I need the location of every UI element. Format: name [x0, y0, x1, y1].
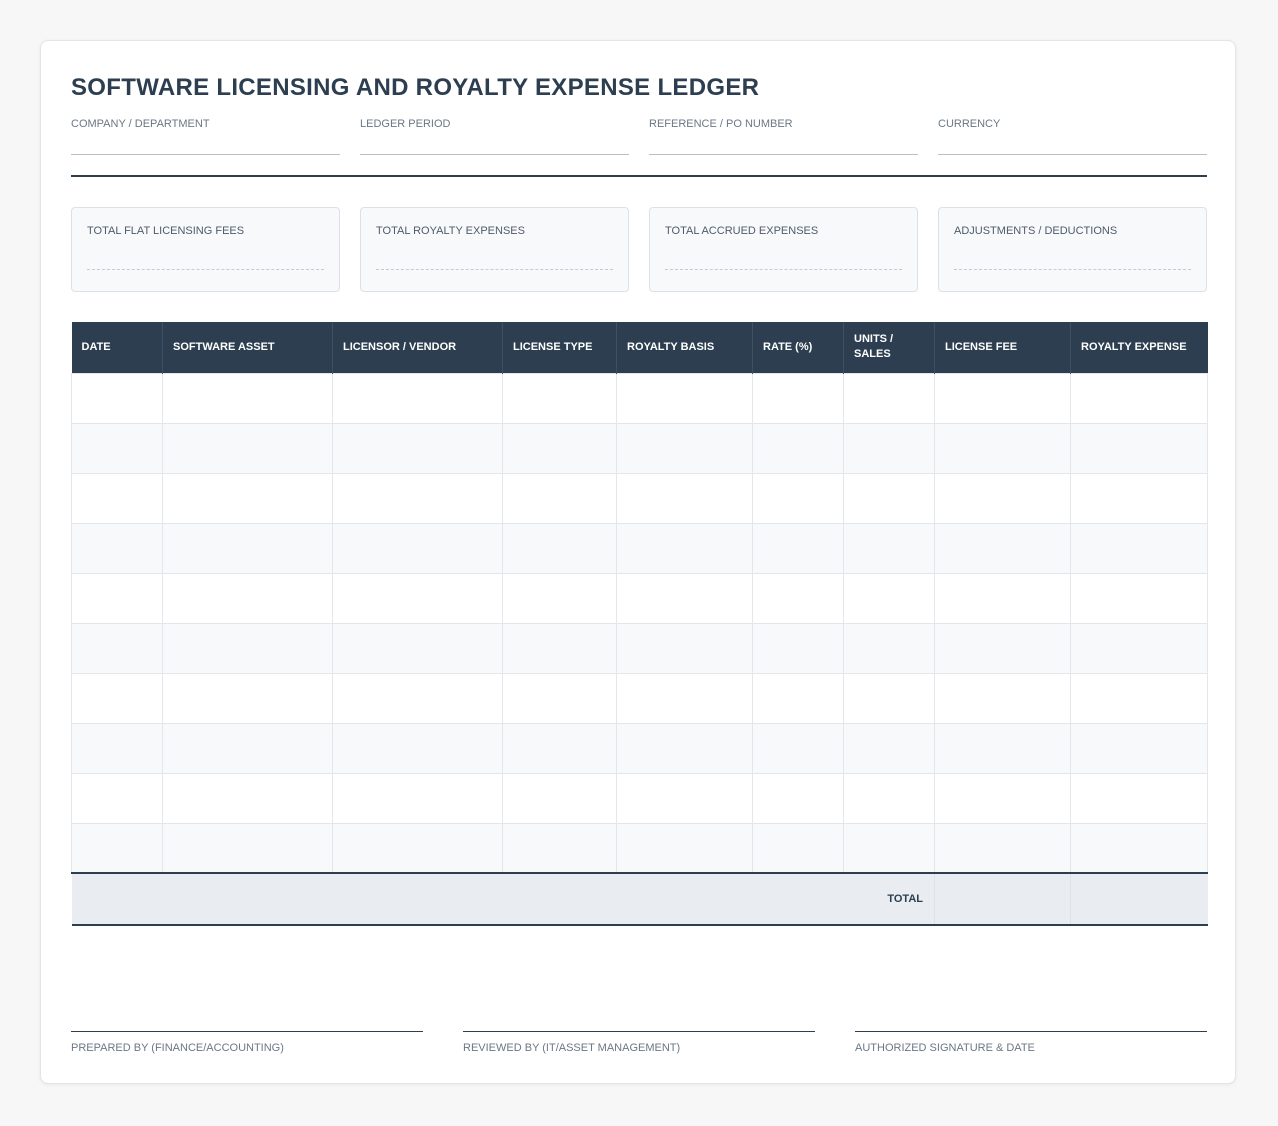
cell-software-asset[interactable] [163, 373, 333, 423]
cell-software-asset[interactable] [163, 723, 333, 773]
table-row [72, 823, 1208, 873]
cell-date[interactable] [72, 373, 163, 423]
cell-royalty-expense[interactable] [1071, 423, 1208, 473]
cell-licensor-vendor[interactable] [333, 573, 503, 623]
summary-royalty-expenses[interactable] [360, 207, 629, 292]
signature-line [855, 1031, 1207, 1032]
ledger-period-field[interactable] [360, 117, 629, 155]
cell-license-type[interactable] [503, 423, 617, 473]
cell-software-asset[interactable] [163, 523, 333, 573]
cell-software-asset[interactable] [163, 673, 333, 723]
table-row [72, 573, 1208, 623]
summary-flat-licensing-fees[interactable] [71, 207, 340, 292]
cell-license-type[interactable] [503, 823, 617, 873]
page-title: SOFTWARE LICENSING AND ROYALTY EXPENSE LEDGER [71, 74, 760, 101]
total-row [72, 873, 1208, 925]
cell-software-asset[interactable] [163, 573, 333, 623]
table-row [72, 623, 1208, 673]
signature-block [71, 1031, 1207, 1055]
company-department-label: COMPANY / DEPARTMENT [71, 118, 210, 130]
table-header-row [72, 322, 1208, 373]
reviewed-by-signature[interactable] [463, 1031, 815, 1055]
cell-licensor-vendor[interactable] [333, 773, 503, 823]
cell-units-sales[interactable] [844, 723, 935, 773]
cell-rate[interactable] [753, 523, 844, 573]
ledger-content [71, 71, 1207, 1071]
cell-license-fee[interactable] [935, 773, 1071, 823]
table-row [72, 523, 1208, 573]
cell-royalty-expense[interactable] [1071, 523, 1208, 573]
company-department-line [71, 154, 340, 155]
cell-units-sales[interactable] [844, 673, 935, 723]
cell-royalty-basis[interactable] [617, 673, 753, 723]
signature-line [463, 1031, 815, 1032]
summary-boxes [71, 207, 1207, 292]
cell-royalty-expense[interactable] [1071, 473, 1208, 523]
ledger-table [71, 322, 1208, 926]
column-header-rate: RATE (%) [753, 322, 844, 373]
summary-label: TOTAL ROYALTY EXPENSES [376, 225, 525, 237]
total-label: TOTAL [72, 873, 935, 925]
cell-license-type[interactable] [503, 373, 617, 423]
cell-license-fee[interactable] [935, 623, 1071, 673]
prepared-by-label: PREPARED BY (FINANCE/ACCOUNTING) [71, 1042, 284, 1054]
cell-software-asset[interactable] [163, 823, 333, 873]
cell-royalty-expense[interactable] [1071, 823, 1208, 873]
ledger-body [72, 373, 1208, 873]
summary-value-line [87, 269, 324, 270]
cell-software-asset[interactable] [163, 623, 333, 673]
cell-royalty-basis[interactable] [617, 523, 753, 573]
cell-rate[interactable] [753, 723, 844, 773]
cell-royalty-expense[interactable] [1071, 573, 1208, 623]
column-header-software-asset: SOFTWARE ASSET [163, 322, 333, 373]
cell-royalty-expense[interactable] [1071, 673, 1208, 723]
summary-value-line [376, 269, 613, 270]
table-row [72, 423, 1208, 473]
authorized-signature[interactable] [855, 1031, 1207, 1055]
cell-royalty-basis[interactable] [617, 373, 753, 423]
cell-license-type[interactable] [503, 723, 617, 773]
cell-license-fee[interactable] [935, 573, 1071, 623]
column-header-date: DATE [72, 322, 163, 373]
cell-license-fee[interactable] [935, 373, 1071, 423]
currency-label: CURRENCY [938, 118, 1001, 130]
cell-units-sales[interactable] [844, 773, 935, 823]
cell-royalty-expense[interactable] [1071, 723, 1208, 773]
table-row [72, 373, 1208, 423]
cell-licensor-vendor[interactable] [333, 823, 503, 873]
cell-license-type[interactable] [503, 623, 617, 673]
cell-license-type[interactable] [503, 573, 617, 623]
summary-adjustments-deductions[interactable] [938, 207, 1207, 292]
column-header-royalty-basis: ROYALTY BASIS [617, 322, 753, 373]
reference-po-field[interactable] [649, 117, 918, 155]
cell-licensor-vendor[interactable] [333, 523, 503, 573]
cell-software-asset[interactable] [163, 773, 333, 823]
authorized-signature-label: AUTHORIZED SIGNATURE & DATE [855, 1042, 1035, 1054]
cell-royalty-basis[interactable] [617, 473, 753, 523]
cell-units-sales[interactable] [844, 573, 935, 623]
reviewed-by-label: REVIEWED BY (IT/ASSET MANAGEMENT) [463, 1042, 681, 1054]
cell-units-sales[interactable] [844, 473, 935, 523]
cell-licensor-vendor[interactable] [333, 723, 503, 773]
cell-date[interactable] [72, 423, 163, 473]
ledger-sheet [40, 40, 1236, 1084]
cell-royalty-basis[interactable] [617, 623, 753, 673]
table-row [72, 473, 1208, 523]
currency-line [938, 154, 1207, 155]
table-row [72, 673, 1208, 723]
cell-date[interactable] [72, 623, 163, 673]
cell-units-sales[interactable] [844, 523, 935, 573]
cell-rate[interactable] [753, 423, 844, 473]
cell-rate[interactable] [753, 773, 844, 823]
cell-rate[interactable] [753, 473, 844, 523]
cell-royalty-basis[interactable] [617, 573, 753, 623]
cell-royalty-basis[interactable] [617, 723, 753, 773]
column-header-units-sales: UNITS / SALES [844, 322, 935, 373]
ledger-period-label: LEDGER PERIOD [360, 118, 451, 130]
summary-value-line [665, 269, 902, 270]
cell-license-fee[interactable] [935, 423, 1071, 473]
cell-software-asset[interactable] [163, 423, 333, 473]
cell-license-type[interactable] [503, 673, 617, 723]
cell-royalty-basis[interactable] [617, 423, 753, 473]
summary-label: TOTAL ACCRUED EXPENSES [665, 225, 819, 237]
cell-licensor-vendor[interactable] [333, 623, 503, 673]
cell-rate[interactable] [753, 573, 844, 623]
cell-license-type[interactable] [503, 523, 617, 573]
total-royalty-expense-cell[interactable] [1071, 873, 1208, 925]
cell-date[interactable] [72, 473, 163, 523]
summary-value-line [954, 269, 1191, 270]
summary-label: TOTAL FLAT LICENSING FEES [87, 225, 245, 237]
header-divider [71, 175, 1207, 177]
cell-units-sales[interactable] [844, 373, 935, 423]
column-header-royalty-expense: ROYALTY EXPENSE [1071, 322, 1208, 373]
cell-date[interactable] [72, 723, 163, 773]
cell-date[interactable] [72, 523, 163, 573]
cell-rate[interactable] [753, 673, 844, 723]
cell-date[interactable] [72, 573, 163, 623]
cell-software-asset[interactable] [163, 473, 333, 523]
column-header-license-type: LICENSE TYPE [503, 322, 617, 373]
cell-license-type[interactable] [503, 473, 617, 523]
cell-license-fee[interactable] [935, 523, 1071, 573]
company-department-field[interactable] [71, 117, 340, 155]
prepared-by-signature[interactable] [71, 1031, 423, 1055]
cell-rate[interactable] [753, 623, 844, 673]
cell-royalty-expense[interactable] [1071, 773, 1208, 823]
reference-po-line [649, 154, 918, 155]
cell-royalty-expense[interactable] [1071, 373, 1208, 423]
cell-units-sales[interactable] [844, 623, 935, 673]
cell-rate[interactable] [753, 373, 844, 423]
cell-date[interactable] [72, 773, 163, 823]
cell-units-sales[interactable] [844, 823, 935, 873]
cell-royalty-basis[interactable] [617, 823, 753, 873]
table-row [72, 773, 1208, 823]
cell-license-fee[interactable] [935, 673, 1071, 723]
cell-licensor-vendor[interactable] [333, 373, 503, 423]
total-license-fee-cell[interactable] [935, 873, 1071, 925]
summary-label: ADJUSTMENTS / DEDUCTIONS [954, 225, 1118, 237]
cell-license-type[interactable] [503, 773, 617, 823]
ledger-period-line [360, 154, 629, 155]
reference-po-label: REFERENCE / PO NUMBER [649, 118, 793, 130]
meta-fields [71, 117, 1207, 155]
cell-licensor-vendor[interactable] [333, 673, 503, 723]
currency-field[interactable] [938, 117, 1207, 155]
column-header-license-fee: LICENSE FEE [935, 322, 1071, 373]
cell-license-fee[interactable] [935, 723, 1071, 773]
cell-date[interactable] [72, 823, 163, 873]
cell-royalty-basis[interactable] [617, 773, 753, 823]
cell-units-sales[interactable] [844, 423, 935, 473]
cell-date[interactable] [72, 673, 163, 723]
cell-license-fee[interactable] [935, 473, 1071, 523]
cell-royalty-expense[interactable] [1071, 623, 1208, 673]
cell-licensor-vendor[interactable] [333, 473, 503, 523]
cell-rate[interactable] [753, 823, 844, 873]
signature-line [71, 1031, 423, 1032]
table-row [72, 723, 1208, 773]
summary-accrued-expenses[interactable] [649, 207, 918, 292]
column-header-licensor-vendor: LICENSOR / VENDOR [333, 322, 503, 373]
cell-license-fee[interactable] [935, 823, 1071, 873]
cell-licensor-vendor[interactable] [333, 423, 503, 473]
